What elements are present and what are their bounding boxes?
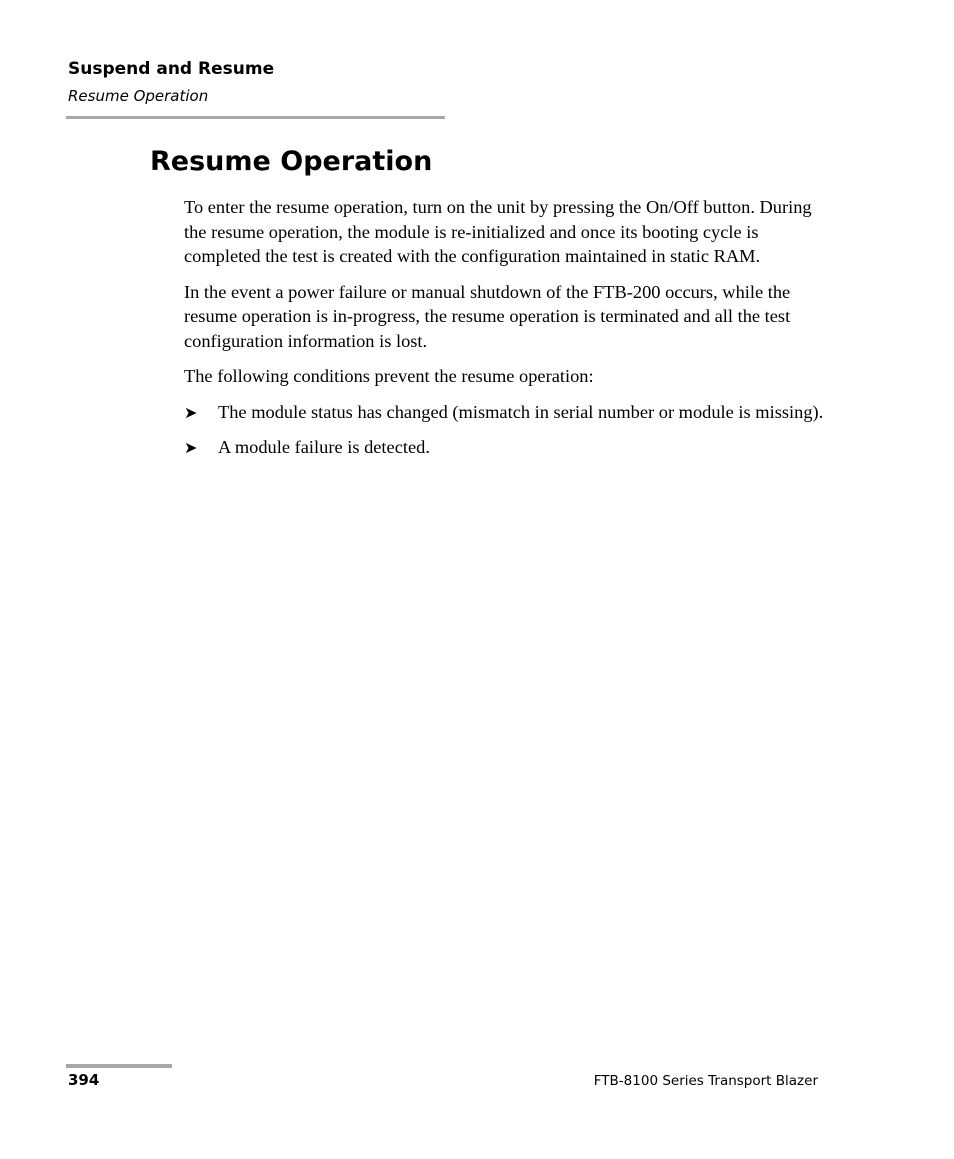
chapter-title: Suspend and Resume — [68, 59, 275, 79]
arrow-bullet-icon: ➤ — [184, 402, 198, 422]
list-item-text: A module failure is detected. — [218, 437, 430, 457]
footer-divider — [66, 1064, 172, 1068]
conditions-list — [184, 400, 824, 460]
paragraph-conditions-intro: The following conditions prevent the resume operation: — [184, 366, 594, 386]
paragraph-resume-intro: To enter the resume operation, turn on the unit by pressing the On/Off button. During the resume operation, the module is re-initialized and once its booting cycle is completed the test is created with the configuration maintained in static RAM. — [184, 197, 812, 266]
running-header — [68, 58, 468, 107]
header-divider — [66, 116, 445, 119]
list-item — [184, 435, 824, 460]
arrow-bullet-icon: ➤ — [184, 438, 198, 457]
page-number: 394 — [68, 1071, 100, 1089]
list-item-text: The module status has changed (mismatch in serial number or module is missing). — [218, 401, 824, 422]
list-item — [184, 400, 824, 425]
footer-product-name: FTB-8100 Series Transport Blazer — [593, 1073, 818, 1089]
section-subtitle: Resume Operation — [68, 87, 209, 105]
body-content — [184, 195, 824, 471]
page-title: Resume Operation — [150, 146, 433, 177]
paragraph-power-failure: In the event a power failure or manual shutdown of the FTB-200 occurs, while the resume operation is in-progress, the resume operation is terminated and all the test configuration information is lost. — [184, 281, 791, 351]
